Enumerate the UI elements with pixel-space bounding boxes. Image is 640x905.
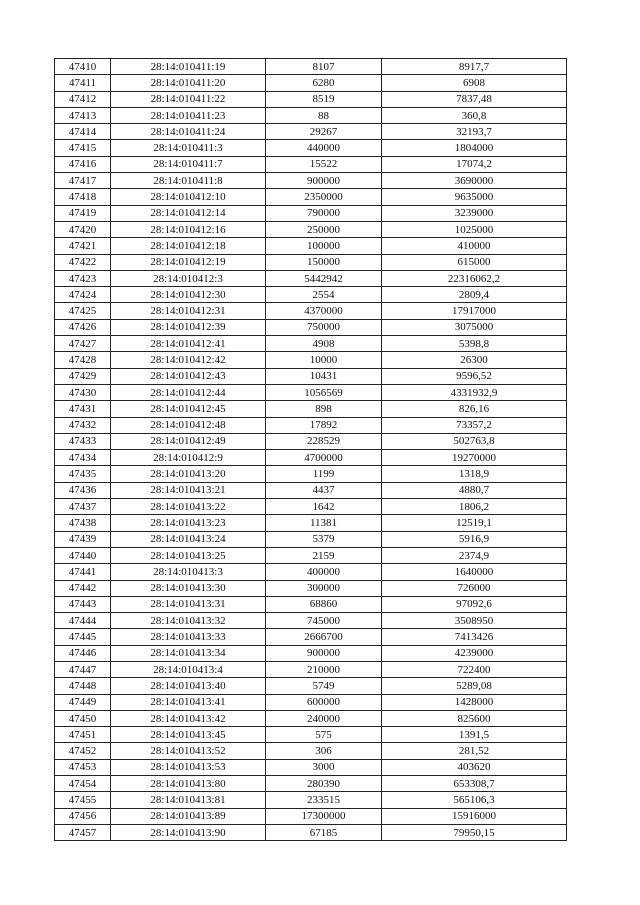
area-value-cell: 400000 — [266, 564, 382, 580]
cadastral-number-cell: 28:14:010412:19 — [111, 254, 266, 270]
cadastral-number-cell: 28:14:010413:23 — [111, 515, 266, 531]
area-value-cell: 2350000 — [266, 189, 382, 205]
cadastral-number-cell: 28:14:010413:45 — [111, 727, 266, 743]
cost-value-cell: 615000 — [382, 254, 567, 270]
table-row — [55, 254, 567, 270]
table-row — [55, 319, 567, 335]
table-row — [55, 221, 567, 237]
cadastral-number-cell: 28:14:010413:81 — [111, 792, 266, 808]
cadastral-number-cell: 28:14:010412:3 — [111, 270, 266, 286]
cost-value-cell: 6908 — [382, 75, 567, 91]
row-number-cell: 47421 — [55, 238, 111, 254]
table-row — [55, 303, 567, 319]
table-row — [55, 417, 567, 433]
cost-value-cell: 4239000 — [382, 645, 567, 661]
row-number-cell: 47443 — [55, 596, 111, 612]
cadastral-number-cell: 28:14:010411:8 — [111, 173, 266, 189]
area-value-cell: 228529 — [266, 433, 382, 449]
cadastral-number-cell: 28:14:010412:42 — [111, 352, 266, 368]
table-row — [55, 59, 567, 75]
area-value-cell: 2159 — [266, 547, 382, 563]
area-value-cell: 790000 — [266, 205, 382, 221]
cadastral-number-cell: 28:14:010413:4 — [111, 661, 266, 677]
table-row — [55, 205, 567, 221]
cadastral-number-cell: 28:14:010412:43 — [111, 368, 266, 384]
row-number-cell: 47425 — [55, 303, 111, 319]
row-number-cell: 47435 — [55, 466, 111, 482]
row-number-cell: 47447 — [55, 661, 111, 677]
area-value-cell: 900000 — [266, 173, 382, 189]
row-number-cell: 47429 — [55, 368, 111, 384]
cadastral-number-cell: 28:14:010413:25 — [111, 547, 266, 563]
row-number-cell: 47456 — [55, 808, 111, 824]
row-number-cell: 47412 — [55, 91, 111, 107]
cost-value-cell: 3508950 — [382, 613, 567, 629]
cadastral-number-cell: 28:14:010412:9 — [111, 450, 266, 466]
area-value-cell: 440000 — [266, 140, 382, 156]
cadastral-number-cell: 28:14:010412:16 — [111, 221, 266, 237]
table-row — [55, 743, 567, 759]
row-number-cell: 47441 — [55, 564, 111, 580]
table-row — [55, 792, 567, 808]
area-value-cell: 29267 — [266, 124, 382, 140]
cost-value-cell: 1640000 — [382, 564, 567, 580]
table-row — [55, 75, 567, 91]
cost-value-cell: 79950,15 — [382, 824, 567, 840]
row-number-cell: 47416 — [55, 156, 111, 172]
cadastral-number-cell: 28:14:010413:42 — [111, 710, 266, 726]
row-number-cell: 47432 — [55, 417, 111, 433]
cadastral-number-cell: 28:14:010413:22 — [111, 499, 266, 515]
table-row — [55, 124, 567, 140]
table-row — [55, 580, 567, 596]
area-value-cell: 10000 — [266, 352, 382, 368]
table-row — [55, 189, 567, 205]
row-number-cell: 47430 — [55, 384, 111, 400]
area-value-cell: 8519 — [266, 91, 382, 107]
area-value-cell: 17300000 — [266, 808, 382, 824]
row-number-cell: 47454 — [55, 776, 111, 792]
row-number-cell: 47428 — [55, 352, 111, 368]
table-row — [55, 466, 567, 482]
table-body — [55, 59, 567, 841]
table-row — [55, 596, 567, 612]
cost-value-cell: 9635000 — [382, 189, 567, 205]
cost-value-cell: 22316062,2 — [382, 270, 567, 286]
table-row — [55, 547, 567, 563]
row-number-cell: 47436 — [55, 482, 111, 498]
cadastral-number-cell: 28:14:010412:14 — [111, 205, 266, 221]
table-row — [55, 629, 567, 645]
cost-value-cell: 565106,3 — [382, 792, 567, 808]
table-row — [55, 776, 567, 792]
row-number-cell: 47437 — [55, 499, 111, 515]
cost-value-cell: 97092,6 — [382, 596, 567, 612]
cost-value-cell: 3690000 — [382, 173, 567, 189]
area-value-cell: 6280 — [266, 75, 382, 91]
area-value-cell: 68860 — [266, 596, 382, 612]
cost-value-cell: 2374,9 — [382, 547, 567, 563]
cadastral-number-cell: 28:14:010412:18 — [111, 238, 266, 254]
cadastral-number-cell: 28:14:010413:41 — [111, 694, 266, 710]
row-number-cell: 47413 — [55, 107, 111, 123]
area-value-cell: 1199 — [266, 466, 382, 482]
cadastral-number-cell: 28:14:010412:31 — [111, 303, 266, 319]
cadastral-number-cell: 28:14:010411:23 — [111, 107, 266, 123]
area-value-cell: 575 — [266, 727, 382, 743]
row-number-cell: 47451 — [55, 727, 111, 743]
row-number-cell: 47422 — [55, 254, 111, 270]
area-value-cell: 250000 — [266, 221, 382, 237]
table-row — [55, 759, 567, 775]
cost-value-cell: 653308,7 — [382, 776, 567, 792]
cost-value-cell: 12519,1 — [382, 515, 567, 531]
cadastral-number-cell: 28:14:010411:3 — [111, 140, 266, 156]
cadastral-number-cell: 28:14:010411:22 — [111, 91, 266, 107]
area-value-cell: 3000 — [266, 759, 382, 775]
row-number-cell: 47450 — [55, 710, 111, 726]
cost-value-cell: 726000 — [382, 580, 567, 596]
table-row — [55, 401, 567, 417]
area-value-cell: 306 — [266, 743, 382, 759]
cadastral-number-cell: 28:14:010412:45 — [111, 401, 266, 417]
area-value-cell: 8107 — [266, 59, 382, 75]
cadastral-number-cell: 28:14:010411:19 — [111, 59, 266, 75]
cost-value-cell: 15916000 — [382, 808, 567, 824]
cost-value-cell: 1025000 — [382, 221, 567, 237]
area-value-cell: 15522 — [266, 156, 382, 172]
table-row — [55, 140, 567, 156]
area-value-cell: 11381 — [266, 515, 382, 531]
table-row — [55, 384, 567, 400]
cadastral-number-cell: 28:14:010413:89 — [111, 808, 266, 824]
cost-value-cell: 7413426 — [382, 629, 567, 645]
row-number-cell: 47431 — [55, 401, 111, 417]
cost-value-cell: 410000 — [382, 238, 567, 254]
row-number-cell: 47427 — [55, 336, 111, 352]
row-number-cell: 47410 — [55, 59, 111, 75]
cost-value-cell: 4880,7 — [382, 482, 567, 498]
cadastral-number-cell: 28:14:010413:30 — [111, 580, 266, 596]
area-value-cell: 4700000 — [266, 450, 382, 466]
cadastral-number-cell: 28:14:010413:3 — [111, 564, 266, 580]
cost-value-cell: 1391,5 — [382, 727, 567, 743]
table-row — [55, 450, 567, 466]
cadastral-number-cell: 28:14:010413:90 — [111, 824, 266, 840]
cadastral-number-cell: 28:14:010413:32 — [111, 613, 266, 629]
table-row — [55, 336, 567, 352]
area-value-cell: 233515 — [266, 792, 382, 808]
cadastral-number-cell: 28:14:010411:7 — [111, 156, 266, 172]
row-number-cell: 47457 — [55, 824, 111, 840]
cadastral-number-cell: 28:14:010411:24 — [111, 124, 266, 140]
data-table — [54, 58, 567, 841]
cost-value-cell: 3075000 — [382, 319, 567, 335]
cadastral-number-cell: 28:14:010413:40 — [111, 678, 266, 694]
row-number-cell: 47449 — [55, 694, 111, 710]
row-number-cell: 47415 — [55, 140, 111, 156]
cadastral-number-cell: 28:14:010413:31 — [111, 596, 266, 612]
area-value-cell: 1642 — [266, 499, 382, 515]
area-value-cell: 17892 — [266, 417, 382, 433]
row-number-cell: 47453 — [55, 759, 111, 775]
row-number-cell: 47420 — [55, 221, 111, 237]
area-value-cell: 300000 — [266, 580, 382, 596]
row-number-cell: 47442 — [55, 580, 111, 596]
table-row — [55, 613, 567, 629]
table-row — [55, 824, 567, 840]
row-number-cell: 47418 — [55, 189, 111, 205]
area-value-cell: 4908 — [266, 336, 382, 352]
row-number-cell: 47455 — [55, 792, 111, 808]
row-number-cell: 47439 — [55, 531, 111, 547]
row-number-cell: 47440 — [55, 547, 111, 563]
area-value-cell: 240000 — [266, 710, 382, 726]
table-row — [55, 287, 567, 303]
area-value-cell: 210000 — [266, 661, 382, 677]
row-number-cell: 47446 — [55, 645, 111, 661]
row-number-cell: 47411 — [55, 75, 111, 91]
area-value-cell: 900000 — [266, 645, 382, 661]
row-number-cell: 47423 — [55, 270, 111, 286]
table-row — [55, 515, 567, 531]
cadastral-number-cell: 28:14:010413:34 — [111, 645, 266, 661]
table-row — [55, 531, 567, 547]
table-row — [55, 173, 567, 189]
row-number-cell: 47434 — [55, 450, 111, 466]
cost-value-cell: 17917000 — [382, 303, 567, 319]
cost-value-cell: 281,52 — [382, 743, 567, 759]
cost-value-cell: 9596,52 — [382, 368, 567, 384]
row-number-cell: 47419 — [55, 205, 111, 221]
cost-value-cell: 5289,08 — [382, 678, 567, 694]
row-number-cell: 47426 — [55, 319, 111, 335]
area-value-cell: 5379 — [266, 531, 382, 547]
table-row — [55, 433, 567, 449]
row-number-cell: 47417 — [55, 173, 111, 189]
area-value-cell: 600000 — [266, 694, 382, 710]
area-value-cell: 750000 — [266, 319, 382, 335]
table-row — [55, 808, 567, 824]
area-value-cell: 280390 — [266, 776, 382, 792]
area-value-cell: 745000 — [266, 613, 382, 629]
row-number-cell: 47445 — [55, 629, 111, 645]
cost-value-cell: 825600 — [382, 710, 567, 726]
cadastral-number-cell: 28:14:010412:39 — [111, 319, 266, 335]
cost-value-cell: 826,16 — [382, 401, 567, 417]
table-row — [55, 499, 567, 515]
cost-value-cell: 5916,9 — [382, 531, 567, 547]
table-row — [55, 368, 567, 384]
cost-value-cell: 3239000 — [382, 205, 567, 221]
row-number-cell: 47424 — [55, 287, 111, 303]
cost-value-cell: 4331932,9 — [382, 384, 567, 400]
cost-value-cell: 19270000 — [382, 450, 567, 466]
cadastral-number-cell: 28:14:010411:20 — [111, 75, 266, 91]
area-value-cell: 100000 — [266, 238, 382, 254]
cadastral-number-cell: 28:14:010412:30 — [111, 287, 266, 303]
table-row — [55, 694, 567, 710]
cadastral-number-cell: 28:14:010413:21 — [111, 482, 266, 498]
cost-value-cell: 1428000 — [382, 694, 567, 710]
cost-value-cell: 8917,7 — [382, 59, 567, 75]
cadastral-number-cell: 28:14:010413:53 — [111, 759, 266, 775]
cadastral-number-cell: 28:14:010413:80 — [111, 776, 266, 792]
cadastral-number-cell: 28:14:010412:48 — [111, 417, 266, 433]
cost-value-cell: 1318,9 — [382, 466, 567, 482]
area-value-cell: 5749 — [266, 678, 382, 694]
area-value-cell: 150000 — [266, 254, 382, 270]
cost-value-cell: 17074,2 — [382, 156, 567, 172]
table-row — [55, 482, 567, 498]
row-number-cell: 47448 — [55, 678, 111, 694]
table-row — [55, 238, 567, 254]
cost-value-cell: 73357,2 — [382, 417, 567, 433]
cadastral-number-cell: 28:14:010412:41 — [111, 336, 266, 352]
cost-value-cell: 32193,7 — [382, 124, 567, 140]
cost-value-cell: 5398,8 — [382, 336, 567, 352]
area-value-cell: 898 — [266, 401, 382, 417]
cadastral-number-cell: 28:14:010413:33 — [111, 629, 266, 645]
cadastral-number-cell: 28:14:010413:24 — [111, 531, 266, 547]
cost-value-cell: 360,8 — [382, 107, 567, 123]
cost-value-cell: 7837,48 — [382, 91, 567, 107]
cadastral-number-cell: 28:14:010412:44 — [111, 384, 266, 400]
area-value-cell: 2666700 — [266, 629, 382, 645]
table-row — [55, 564, 567, 580]
cost-value-cell: 2809,4 — [382, 287, 567, 303]
row-number-cell: 47433 — [55, 433, 111, 449]
table-row — [55, 107, 567, 123]
cost-value-cell: 502763,8 — [382, 433, 567, 449]
cost-value-cell: 722400 — [382, 661, 567, 677]
row-number-cell: 47414 — [55, 124, 111, 140]
table-row — [55, 156, 567, 172]
table-row — [55, 270, 567, 286]
cost-value-cell: 403620 — [382, 759, 567, 775]
cost-value-cell: 26300 — [382, 352, 567, 368]
table-row — [55, 645, 567, 661]
table-row — [55, 661, 567, 677]
cadastral-number-cell: 28:14:010413:52 — [111, 743, 266, 759]
area-value-cell: 2554 — [266, 287, 382, 303]
row-number-cell: 47438 — [55, 515, 111, 531]
table-row — [55, 727, 567, 743]
area-value-cell: 4437 — [266, 482, 382, 498]
cost-value-cell: 1804000 — [382, 140, 567, 156]
area-value-cell: 5442942 — [266, 270, 382, 286]
cadastral-number-cell: 28:14:010412:49 — [111, 433, 266, 449]
cadastral-number-cell: 28:14:010413:20 — [111, 466, 266, 482]
cost-value-cell: 1806,2 — [382, 499, 567, 515]
table-row — [55, 710, 567, 726]
area-value-cell: 10431 — [266, 368, 382, 384]
area-value-cell: 1056569 — [266, 384, 382, 400]
table-row — [55, 91, 567, 107]
row-number-cell: 47452 — [55, 743, 111, 759]
area-value-cell: 67185 — [266, 824, 382, 840]
row-number-cell: 47444 — [55, 613, 111, 629]
area-value-cell: 88 — [266, 107, 382, 123]
table-row — [55, 678, 567, 694]
area-value-cell: 4370000 — [266, 303, 382, 319]
cadastral-number-cell: 28:14:010412:10 — [111, 189, 266, 205]
table-row — [55, 352, 567, 368]
